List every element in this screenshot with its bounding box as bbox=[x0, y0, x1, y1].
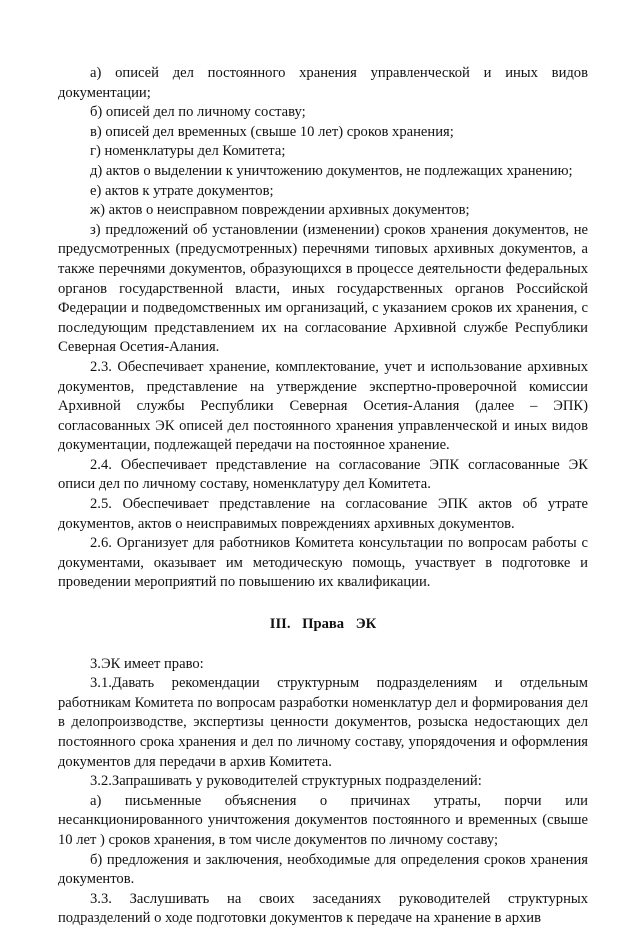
paragraph-g: г) номенклатуры дел Комитета; bbox=[90, 143, 286, 160]
paragraph-a: а) описей дел постоянного хранения управленческой и иных видов документации; bbox=[58, 65, 588, 101]
paragraph-b: б) описей дел по личному составу; bbox=[90, 104, 306, 121]
paragraph-zh: ж) актов о неисправном повреждении архивных документов; bbox=[90, 202, 470, 219]
paragraph-3-2-a: а) письменные объяснения о причинах утраты, порчи или несанкционированного уничтожения документов постоянного и временных (свыше 10 лет ) сроков хранения, в том числе документов по личному составу; bbox=[58, 792, 588, 848]
paragraph-3-3: 3.3. Заслушивать на своих заседаниях руководителей структурных подразделений о ходе подготовки документов к передаче на хранение в архив bbox=[58, 890, 588, 927]
paragraph-2-6: 2.6. Организует для работников Комитета консультации по вопросам работы с документами, оказывает им методическую помощь, участвует в подготовке и проведении мероприятий по повышению их квалификации. bbox=[58, 535, 588, 591]
paragraph-v: в) описей дел временных (свыше 10 лет) сроков хранения; bbox=[90, 123, 454, 140]
paragraph-z: з) предложений об установлении (изменении) сроков хранения документов, не предусмотренных (предусмотренных) перечнями типовых архивных документов, а также перечнями документов, образующихся в процессе деятельности федеральных органов государственной власти, иных государственных органов Российской Федерации и подведомственных им организаций, с указанием сроков их хранения, с последующим представлением их на согласование Архивной службе Республики Северная Осетия-Алания. bbox=[58, 221, 588, 356]
paragraph-3-2: 3.2.Запрашивать у руководителей структурных подразделений: bbox=[90, 773, 482, 790]
document-body bbox=[58, 64, 588, 929]
paragraph-e: е) актов к утрате документов; bbox=[90, 182, 274, 199]
paragraph-2-3: 2.3. Обеспечивает хранение, комплектование, учет и использование архивных документов, представление на утверждение экспертно-проверочной комиссии Архивной службы Республики Северная Осетия-Алания (далее – ЭПК) согласованных ЭК описей дел постоянного хранения управленческой и иных видов документации, подлежащей передачи на постоянное хранение. bbox=[58, 358, 588, 454]
paragraph-3-1: 3.1.Давать рекомендации структурным подразделениям и отдельным работникам Комитета по вопросам разработки номенклатур дел и формирования дел в делопроизводстве, экспертизы ценности документов, розыска недостающих дел постоянного срока хранения и дел по личному составу, упорядочения и оформления документов для передачи в архив Комитета. bbox=[58, 675, 588, 770]
paragraph-3: 3.ЭК имеет право: bbox=[90, 655, 204, 672]
paragraph-2-5: 2.5. Обеспечивает представление на согласование ЭПК актов об утрате документов, актов о неисправимых повреждениях архивных документов. bbox=[58, 496, 588, 532]
paragraph-d: д) актов о выделении к уничтожению документов, не подлежащих хранению; bbox=[90, 162, 573, 179]
paragraph-2-4: 2.4. Обеспечивает представление на согласование ЭПК согласованные ЭК описи дел по личному составу, номенклатуру дел Комитета. bbox=[58, 456, 588, 493]
section-heading: III. Права ЭК bbox=[269, 616, 377, 633]
paragraph-3-2-b: б) предложения и заключения, необходимые для определения сроков хранения документов. bbox=[58, 851, 588, 888]
